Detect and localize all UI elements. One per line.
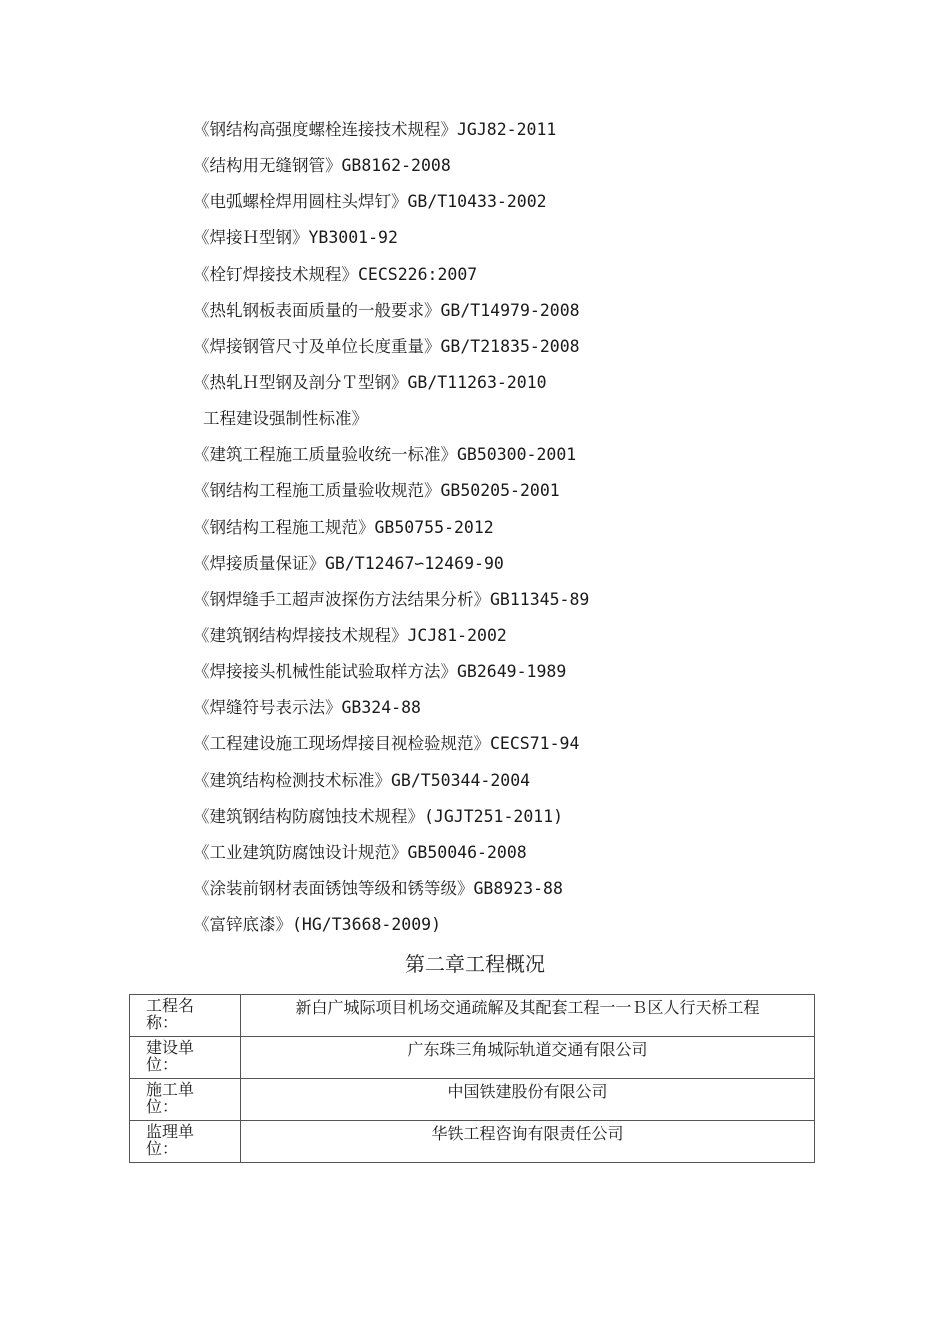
- standard-item: 《钢焊缝手工超声波探伤方法结果分析》GB11345-89: [193, 589, 590, 609]
- standard-item: 《电弧螺栓焊用圆柱头焊钉》GB/T10433-2002: [193, 192, 547, 212]
- standard-item: 《涂装前钢材表面锈蚀等级和锈等级》GB8923-88: [193, 878, 563, 898]
- standard-item: 《建筑钢结构焊接技术规程》JCJ81-2002: [193, 625, 507, 645]
- label-line-2: 位：: [146, 1055, 179, 1074]
- standard-item: 《钢结构工程施工规范》GB50755-2012: [193, 517, 494, 537]
- label-line-2: 位：: [146, 1139, 179, 1158]
- table-row: [130, 1079, 815, 1121]
- table-row: [130, 1037, 815, 1079]
- standard-item: 《钢结构工程施工质量验收规范》GB50205-2001: [193, 481, 560, 501]
- row-label: [130, 995, 241, 1037]
- chapter-title: 第二章工程概况: [405, 952, 545, 976]
- label-line-1: 建设单: [146, 1038, 195, 1057]
- standard-item: 《焊缝符号表示法》GB324-88: [193, 698, 421, 718]
- label-line-2: 称：: [146, 1013, 179, 1032]
- label-line-1: 施工单: [146, 1080, 195, 1099]
- project-info-table: [129, 994, 815, 1163]
- standard-item: 《栓钉焊接技术规程》CECS226:2007: [193, 264, 478, 284]
- standard-item: 《结构用无缝钢管》GB8162-2008: [193, 156, 451, 176]
- standard-item: 《焊接Ｈ型钢》YB3001-92: [193, 228, 398, 248]
- table-row: [130, 1121, 815, 1163]
- standards-list: [193, 117, 893, 948]
- row-value: 华铁工程咨询有限责任公司: [241, 1121, 815, 1163]
- standard-item: 《钢结构高强度螺栓连接技术规程》JGJ82-2011: [193, 120, 557, 139]
- standard-item: 《富锌底漆》(HG/T3668-2009): [193, 915, 442, 935]
- row-label: [130, 1079, 241, 1121]
- row-label: [130, 1121, 241, 1163]
- standard-item: 《建筑结构检测技术标准》GB/T50344-2004: [193, 770, 531, 790]
- standard-item: 《热轧钢板表面质量的一般要求》GB/T14979-2008: [193, 300, 580, 320]
- row-label: [130, 1037, 241, 1079]
- standard-item: 《工业建筑防腐蚀设计规范》GB50046-2008: [193, 842, 527, 862]
- standard-item: 《焊接接头机械性能试验取样方法》GB2649-1989: [193, 662, 567, 682]
- standard-item: 工程建设强制性标准》: [203, 409, 368, 429]
- standard-item: 《建筑钢结构防腐蚀技术规程》(JGJT251-2011): [193, 806, 564, 826]
- row-value: 新白广城际项目机场交通疏解及其配套工程一一Ｂ区人行天桥工程: [241, 995, 815, 1037]
- table-row: [130, 995, 815, 1037]
- row-value: 广东珠三角城际轨道交通有限公司: [241, 1037, 815, 1079]
- label-line-1: 工程名: [146, 996, 195, 1015]
- standard-item: 《建筑工程施工质量验收统一标准》GB50300-2001: [193, 445, 577, 465]
- standard-item: 《热轧Ｈ型钢及剖分Ｔ型钢》GB/T11263-2010: [193, 372, 547, 392]
- standard-item: 《工程建设施工现场焊接目视检验规范》CECS71-94: [193, 734, 580, 754]
- standard-item: 《焊接钢管尺寸及单位长度重量》GB/T21835-2008: [193, 336, 580, 356]
- row-value: 中国铁建股份有限公司: [241, 1079, 815, 1121]
- label-line-2: 位：: [146, 1097, 179, 1116]
- standard-item: 《焊接质量保证》GB/T12467∽12469-90: [193, 553, 504, 573]
- label-line-1: 监理单: [146, 1122, 195, 1141]
